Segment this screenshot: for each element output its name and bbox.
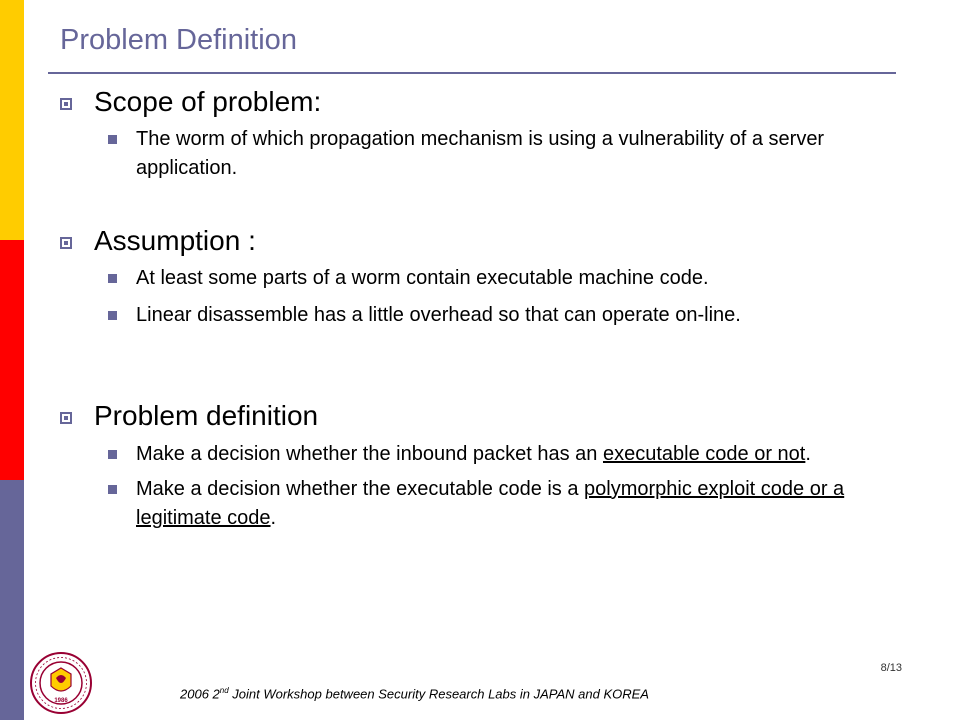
list-item-text: Make a decision whether the executable code is a polymorphic exploit code or a legitimate code.	[136, 478, 845, 529]
section-heading	[60, 86, 920, 126]
bullet-icon	[108, 135, 117, 144]
section-heading-label: Assumption :	[94, 225, 256, 256]
list-item	[60, 301, 920, 330]
page-number: 8/13	[880, 662, 902, 674]
section-heading-label: Problem definition	[94, 400, 319, 431]
list-item-text: The worm of which propagation mechanism is using a vulnerability of a server application.	[136, 128, 825, 179]
square-bullet-icon	[60, 98, 72, 110]
section-heading-label: Scope of problem:	[94, 86, 322, 117]
list-item-text: Linear disassemble has a little overhead so that can operate on-line.	[136, 304, 741, 326]
section-heading	[60, 225, 920, 265]
list-item-text: At least some parts of a worm contain executable machine code.	[136, 267, 709, 289]
bullet-icon	[108, 311, 117, 320]
list-item	[60, 264, 920, 293]
footer-text: 2006 2nd Joint Workshop between Security Research Labs in JAPAN and KOREA	[180, 686, 649, 702]
bullet-icon	[108, 450, 117, 459]
section-problem-definition	[60, 400, 920, 533]
underlined-term: polymorphic exploit code or a legitimate code	[136, 478, 845, 529]
list-item	[60, 475, 920, 533]
bullet-icon	[108, 485, 117, 494]
section-heading	[60, 400, 920, 440]
list-item-text: Make a decision whether the inbound packet has an executable code or not.	[136, 443, 811, 465]
side-bar-blue	[0, 480, 24, 720]
list-item	[60, 440, 920, 469]
title-divider	[48, 72, 896, 74]
side-bar-red	[0, 240, 24, 480]
bullet-icon	[108, 274, 117, 283]
list-item	[60, 125, 920, 183]
underlined-term: executable code or not	[602, 443, 806, 465]
square-bullet-icon	[60, 412, 72, 424]
side-bar-yellow	[0, 0, 24, 240]
section-assumption	[60, 225, 920, 330]
seal-year: 1986	[54, 698, 68, 704]
slide-title: Problem Definition	[60, 24, 297, 56]
section-scope	[60, 86, 920, 183]
university-seal-icon	[30, 652, 92, 714]
square-bullet-icon	[60, 237, 72, 249]
